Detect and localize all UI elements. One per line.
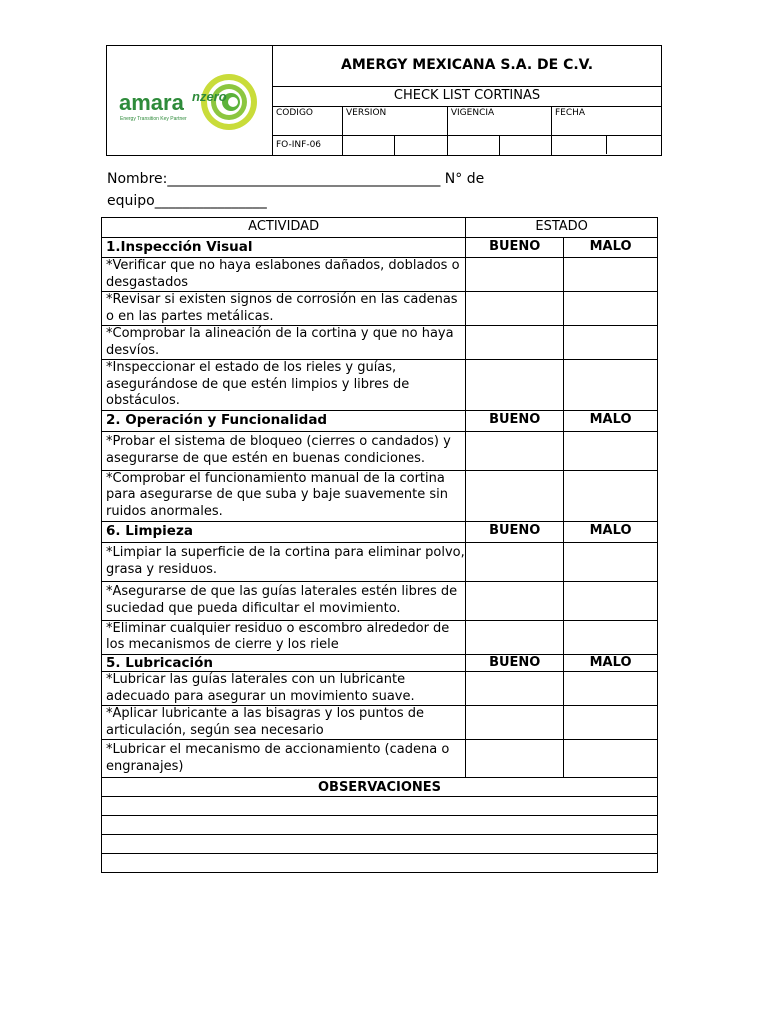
fecha-value-a[interactable] [552,136,607,154]
cell-malo[interactable] [564,326,658,360]
list-item: *Probar el sistema de bloqueo (cierres o candados) y asegurarse de que estén en buenas condiciones. [102,431,466,470]
name-and-equipment-field[interactable]: Nombre:_______________________________________ N° de equipo________________ [107,171,485,209]
fecha-value[interactable] [552,136,662,156]
list-item: *Comprobar la alineación de la cortina y que no haya desvíos. [102,326,466,360]
cell-malo[interactable] [564,292,658,326]
observation-line[interactable] [102,854,658,873]
section-title-lubricacion: 5. Lubricación [102,654,466,672]
amara-nzero-logo [107,46,272,151]
section-title-inspeccion: 1.Inspección Visual [102,238,466,258]
version-value-b[interactable] [395,136,447,156]
fecha-value-b[interactable] [607,136,661,154]
cell-malo[interactable] [564,581,658,620]
observation-line[interactable] [102,797,658,816]
list-item: *Aplicar lubricante a las bisagras y los puntos de articulación, según sea necesario [102,706,466,740]
cell-bueno[interactable] [466,326,564,360]
list-item: *Revisar si existen signos de corrosión en las cadenas o en las partes metálicas. [102,292,466,326]
header-bueno: BUENO [466,654,564,672]
section-title-operacion: 2. Operación y Funcionalidad [102,410,466,431]
vigencia-value-b[interactable] [499,136,551,156]
cell-bueno[interactable] [466,292,564,326]
svg-text:amara: amara [119,90,184,115]
version-value-a[interactable] [343,136,395,156]
observation-line[interactable] [102,816,658,835]
cell-bueno[interactable] [466,706,564,740]
cell-bueno[interactable] [466,470,564,521]
cell-malo[interactable] [564,740,658,778]
code-value: FO-INF-06 [273,136,343,156]
observations-table [101,777,658,873]
list-item: *Verificar que no haya eslabones dañados, doblados o desgastados [102,258,466,292]
cell-bueno[interactable] [466,620,564,654]
header-bueno: BUENO [466,238,564,258]
company-name: AMERGY MEXICANA S.A. DE C.V. [273,46,662,87]
header-malo: MALO [564,410,658,431]
label-codigo: CODIGO [273,106,343,135]
header-malo: MALO [564,654,658,672]
checklist-table [101,217,658,778]
vigencia-value-a[interactable] [447,136,499,156]
header-malo: MALO [564,521,658,542]
cell-malo[interactable] [564,360,658,411]
cell-malo[interactable] [564,620,658,654]
col-header-activity: ACTIVIDAD [102,218,466,238]
cell-malo[interactable] [564,431,658,470]
section-title-limpieza: 6. Limpieza [102,521,466,542]
list-item: *Limpiar la superficie de la cortina para eliminar polvo, grasa y residuos. [102,542,466,581]
document-header [106,45,662,156]
svg-text:Energy Transition Key Partner: Energy Transition Key Partner [120,116,187,122]
list-item: *Eliminar cualquier residuo o escombro alrededor de los mecanismos de cierre y los riele [102,620,466,654]
list-item: *Lubricar las guías laterales con un lubricante adecuado para asegurar un movimiento suave. [102,672,466,706]
cell-bueno[interactable] [466,581,564,620]
cell-malo[interactable] [564,672,658,706]
label-vigencia: VIGENCIA [447,106,551,135]
observations-title: OBSERVACIONES [102,778,658,797]
header-malo: MALO [564,238,658,258]
cell-bueno[interactable] [466,258,564,292]
header-bueno: BUENO [466,521,564,542]
cell-bueno[interactable] [466,740,564,778]
list-item: *Lubricar el mecanismo de accionamiento (cadena o engranajes) [102,740,466,778]
cell-bueno[interactable] [466,431,564,470]
label-version: VERSION [343,106,448,135]
cell-bueno[interactable] [466,672,564,706]
observation-line[interactable] [102,835,658,854]
list-item: *Asegurarse de que las guías laterales estén libres de suciedad que pueda dificultar el movimiento. [102,581,466,620]
cell-malo[interactable] [564,542,658,581]
list-item: *Comprobar el funcionamiento manual de la cortina para asegurarse de que suba y baje suavemente sin ruidos anormales. [102,470,466,521]
header-bueno: BUENO [466,410,564,431]
cell-malo[interactable] [564,706,658,740]
list-item: *Inspeccionar el estado de los rieles y guías, asegurándose de que estén limpios y libres de obstáculos. [102,360,466,411]
cell-bueno[interactable] [466,542,564,581]
cell-malo[interactable] [564,258,658,292]
col-header-status: ESTADO [466,218,658,238]
cell-malo[interactable] [564,470,658,521]
cell-bueno[interactable] [466,360,564,411]
document-title: CHECK LIST CORTINAS [273,86,662,106]
svg-text:nzero: nzero [192,89,227,104]
logo-cell [107,46,273,156]
label-fecha: FECHA [552,106,662,135]
